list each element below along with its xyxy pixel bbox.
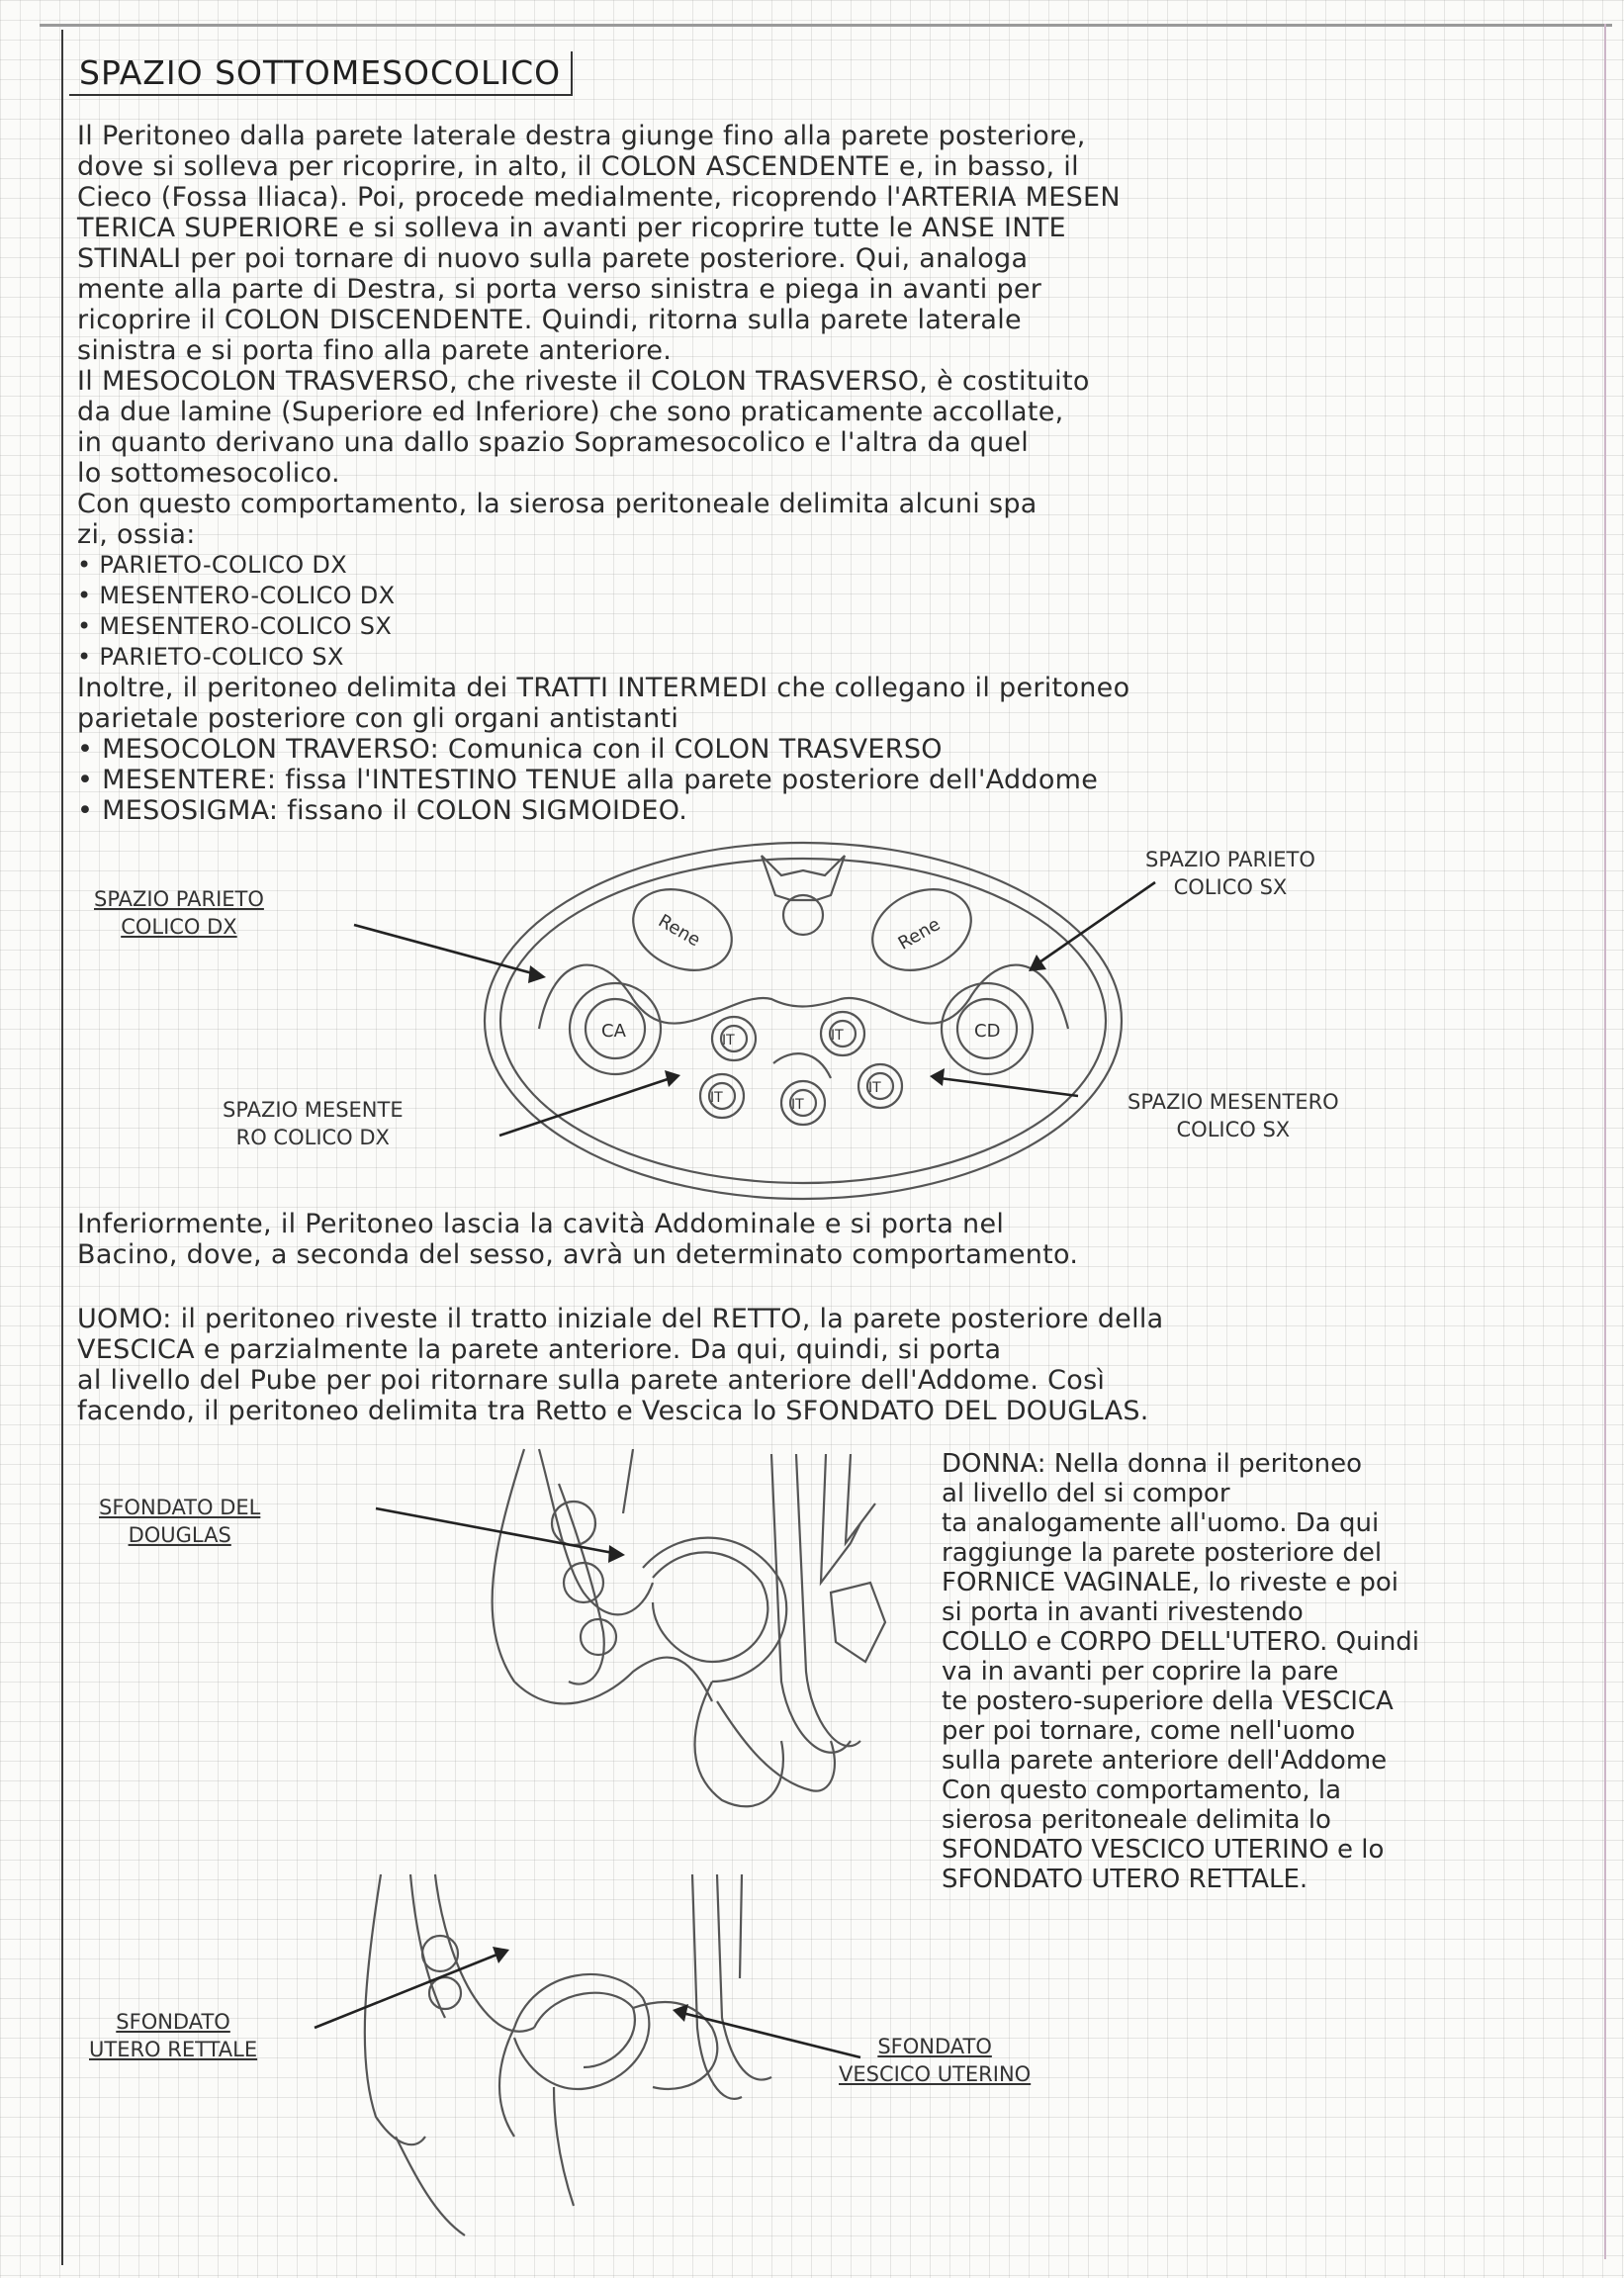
text-line: raggiunge la parete posteriore del — [942, 1538, 1383, 1568]
text-line: da due lamine (Superiore ed Inferiore) che sono praticamente accollate, — [77, 397, 1064, 427]
text-line: FORNICE VAGINALE, lo riveste e poi — [942, 1568, 1398, 1597]
list-item: • MESENTERO-COLICO DX — [77, 582, 396, 609]
text-line: va in avanti per coprire la pare — [942, 1657, 1339, 1686]
list-item: • MESENTERE: fissa l'INTESTINO TENUE alla parete posteriore dell'Addome — [77, 765, 1099, 795]
text-line: si porta in avanti rivestendo — [942, 1597, 1304, 1627]
text-line: Cieco (Fossa Iliaca). Poi, procede medialmente, ricoprendo l'ARTERIA MESEN — [77, 182, 1121, 213]
organ-label-it: IT — [868, 1080, 881, 1096]
text-line: te postero-superiore della VESCICA — [942, 1686, 1394, 1716]
text-line: TERICA SUPERIORE e si solleva in avanti per ricoprire tutte le ANSE INTE — [77, 213, 1066, 243]
text-line: lo sottomesocolico. — [77, 458, 340, 489]
label-sfondato-del-douglas: SFONDATO DEL DOUGLAS — [99, 1496, 261, 1547]
text-line: per poi tornare, come nell'uomo — [942, 1716, 1356, 1746]
text-line: al livello del si compor — [942, 1479, 1230, 1508]
organ-label-it: IT — [710, 1090, 723, 1106]
list-item: • PARIETO-COLICO SX — [77, 643, 344, 671]
text-line: Con questo comportamento, la sierosa peritoneale delimita alcuni spa — [77, 489, 1038, 519]
text-line: UOMO: il peritoneo riveste il tratto iniziale del RETTO, la parete posteriore della — [77, 1304, 1164, 1334]
text-line: dove si solleva per ricoprire, in alto, il COLON ASCENDENTE e, in basso, il — [77, 151, 1079, 182]
text-line: STINALI per poi tornare di nuovo sulla parete posteriore. Qui, analoga — [77, 243, 1029, 274]
label-sfondato-utero-rettale: SFONDATO UTERO RETTALE — [89, 2010, 258, 2061]
label-spazio-parieto-colico-sx: SPAZIO PARIETO COLICO SX — [1145, 848, 1315, 899]
organ-label-it: IT — [831, 1028, 844, 1044]
text-line: sierosa peritoneale delimita lo — [942, 1805, 1331, 1835]
text-line: parietale posteriore con gli organi antistanti — [77, 703, 679, 734]
label-sfondato-vescico-uterino: SFONDATO VESCICO UTERINO — [839, 2035, 1032, 2086]
label-spazio-mesentero-colico-sx: SPAZIO MESENTERO COLICO SX — [1128, 1090, 1339, 1141]
text-line: Il MESOCOLON TRASVERSO, che riveste il COLON TRASVERSO, è costituito — [77, 366, 1090, 397]
label-spazio-mesentero-colico-dx: SPAZIO MESENTE RO COLICO DX — [223, 1098, 404, 1149]
organ-label-ca: CA — [601, 1021, 626, 1042]
text-line: SFONDATO VESCICO UTERINO e lo — [942, 1835, 1385, 1865]
list-item: • MESOCOLON TRAVERSO: Comunica con il COLON TRASVERSO — [77, 734, 943, 765]
label-spazio-parieto-colico-dx: SPAZIO PARIETO COLICO DX — [94, 887, 264, 939]
organ-label-rene-left: Rene — [654, 910, 704, 952]
organ-label-rene-right: Rene — [894, 913, 945, 955]
text-line: COLLO e CORPO DELL'UTERO. Quindi — [942, 1627, 1420, 1657]
text-line: SFONDATO UTERO RETTALE. — [942, 1865, 1308, 1894]
text-line: VESCICA e parzialmente la parete anteriore. Da qui, quindi, si porta — [77, 1334, 1002, 1365]
organ-label-it: IT — [722, 1033, 735, 1048]
text-line: ta analogamente all'uomo. Da qui — [942, 1508, 1380, 1538]
text-line: facendo, il peritoneo delimita tra Retto e Vescica lo SFONDATO DEL DOUGLAS. — [77, 1396, 1149, 1426]
list-item: • MESENTERO-COLICO SX — [77, 612, 393, 640]
text-line: Inoltre, il peritoneo delimita dei TRATTI INTERMEDI che collegano il peritoneo — [77, 673, 1130, 703]
text-line: sulla parete anteriore dell'Addome — [942, 1746, 1388, 1776]
text-line: Bacino, dove, a seconda del sesso, avrà un determinato comportamento. — [77, 1239, 1079, 1270]
text-line: in quanto derivano una dallo spazio Sopramesocolico e l'altra da quel — [77, 427, 1030, 458]
text-line: Inferiormente, il Peritoneo lascia la cavità Addominale e si porta nel — [77, 1209, 1005, 1239]
text-line: al livello del Pube per poi ritornare sulla parete anteriore dell'Addome. Così — [77, 1365, 1106, 1396]
text-line: DONNA: Nella donna il peritoneo — [942, 1449, 1363, 1479]
text-line: mente alla parte di Destra, si porta verso sinistra e piega in avanti per — [77, 274, 1042, 305]
text-line: ricoprire il COLON DISCENDENTE. Quindi, ritorna sulla parete laterale — [77, 305, 1022, 335]
text-line: Con questo comportamento, la — [942, 1776, 1342, 1805]
text-line: sinistra e si porta fino alla parete anteriore. — [77, 335, 673, 366]
organ-label-it: IT — [791, 1097, 804, 1113]
page-title: SPAZIO SOTTOMESOCOLICO — [69, 51, 573, 96]
text-line: Il Peritoneo dalla parete laterale destra giunge fino alla parete posteriore, — [77, 121, 1086, 151]
text-line: zi, ossia: — [77, 519, 196, 550]
list-item: • MESOSIGMA: fissano il COLON SIGMOIDEO. — [77, 795, 688, 826]
organ-label-cd: CD — [974, 1021, 1001, 1042]
list-item: • PARIETO-COLICO DX — [77, 551, 347, 579]
